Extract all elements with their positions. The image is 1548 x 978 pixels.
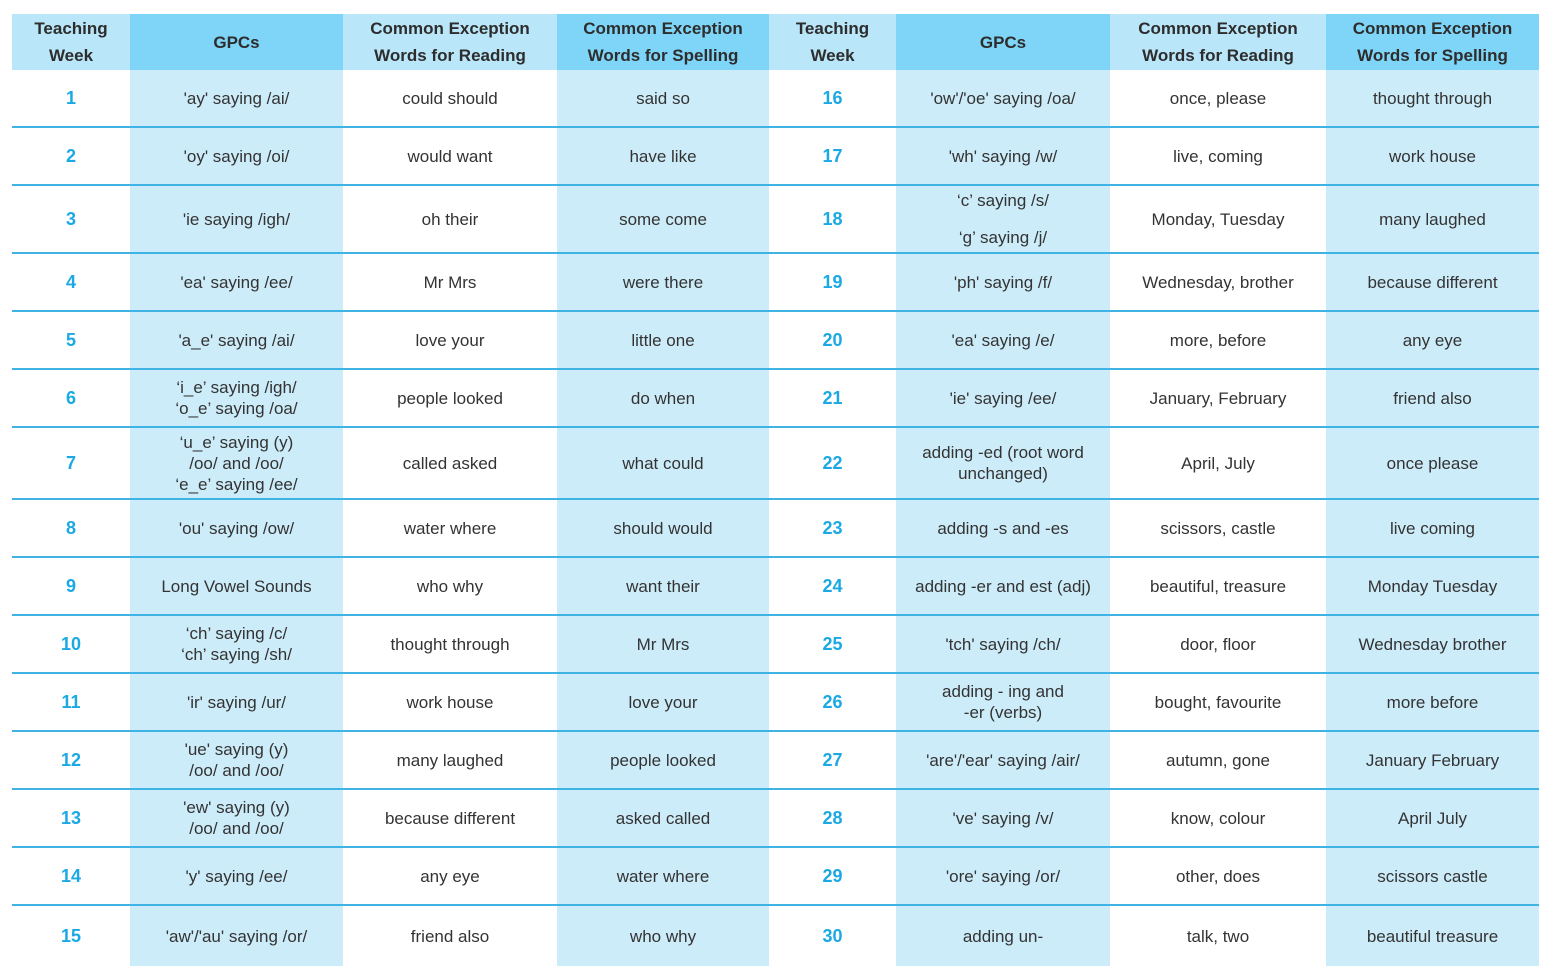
cell-line: Long Vowel Sounds <box>161 576 312 596</box>
gpcs-cell <box>896 370 1110 428</box>
cell-line: 'tch' saying /ch/ <box>945 634 1061 654</box>
gpcs-cell <box>896 312 1110 370</box>
week-number: 9 <box>12 558 130 616</box>
cell-line: more before <box>1386 692 1479 712</box>
cell-line: what could <box>622 453 704 473</box>
cell-line: ‘c’ saying /s/ <box>957 191 1049 210</box>
cell-line: 'aw'/'au' saying /or/ <box>165 926 308 946</box>
spelling-words-cell <box>1326 428 1539 500</box>
cell-line: 'oy' saying /oi/ <box>183 146 290 166</box>
cell-line: 'ea' saying /ee/ <box>180 272 293 292</box>
week-number: 7 <box>12 428 130 500</box>
reading-words-cell <box>1110 558 1326 616</box>
reading-words-cell <box>1110 848 1326 906</box>
header-line: Words for Spelling <box>1357 46 1508 65</box>
reading-words-cell <box>1110 128 1326 186</box>
gpcs-cell <box>130 186 343 254</box>
week-number: 13 <box>12 790 130 848</box>
cell-line: people looked <box>610 750 716 770</box>
week-number: 5 <box>12 312 130 370</box>
week-number: 2 <box>12 128 130 186</box>
gpcs-cell <box>896 558 1110 616</box>
spelling-words-cell <box>1326 312 1539 370</box>
cell-line: ‘e_e’ saying /ee/ <box>175 474 298 494</box>
spelling-words-cell <box>1326 790 1539 848</box>
cell-line: who why <box>629 926 697 946</box>
gpcs-cell <box>130 616 343 674</box>
header-line: Teaching <box>34 19 108 38</box>
reading-words-cell <box>343 186 557 254</box>
cell-line: water where <box>403 518 497 538</box>
week-number: 27 <box>769 732 896 790</box>
reading-words-cell <box>1110 906 1326 966</box>
header-spelling-left <box>557 14 769 70</box>
gpcs-cell <box>896 428 1110 500</box>
cell-line: thought through <box>390 634 510 654</box>
cell-line: April July <box>1398 808 1467 828</box>
spelling-words-cell <box>1326 70 1539 128</box>
cell-line: 'ore' saying /or/ <box>945 866 1061 886</box>
cell-line: /oo/ and /oo/ <box>189 453 284 473</box>
reading-words-cell <box>1110 674 1326 732</box>
reading-words-cell <box>343 674 557 732</box>
cell-line: ‘i_e’ saying /igh/ <box>176 378 297 397</box>
gpcs-cell <box>130 428 343 500</box>
reading-words-cell <box>343 70 557 128</box>
cell-line: water where <box>616 866 710 886</box>
header-reading-right <box>1110 14 1326 70</box>
week-number: 24 <box>769 558 896 616</box>
week-number: 20 <box>769 312 896 370</box>
reading-words-cell <box>1110 500 1326 558</box>
cell-line: know, colour <box>1170 808 1266 828</box>
cell-line: do when <box>630 388 696 408</box>
cell-line: January February <box>1365 750 1500 770</box>
gpcs-cell <box>130 312 343 370</box>
cell-line: 've' saying /v/ <box>952 808 1054 828</box>
week-number: 16 <box>769 70 896 128</box>
week-number: 23 <box>769 500 896 558</box>
cell-line: 'ie' saying /ee/ <box>949 388 1057 408</box>
cell-line: beautiful treasure <box>1366 926 1499 946</box>
reading-words-cell <box>343 128 557 186</box>
cell-line: /oo/ and /oo/ <box>189 761 284 780</box>
cell-line: because different <box>1367 272 1498 292</box>
reading-words-cell <box>343 254 557 312</box>
cell-line: scissors, castle <box>1160 518 1276 538</box>
cell-line: 'wh' saying /w/ <box>948 146 1058 166</box>
gpcs-cell <box>896 186 1110 254</box>
cell-line: ‘u_e’ saying (y) <box>179 432 294 452</box>
cell-line: once please <box>1386 453 1479 473</box>
reading-words-cell <box>1110 254 1326 312</box>
header-line: Words for Reading <box>1142 46 1294 65</box>
cell-line: many laughed <box>396 750 504 770</box>
week-number: 1 <box>12 70 130 128</box>
gpcs-cell <box>130 558 343 616</box>
week-number: 3 <box>12 186 130 254</box>
spelling-words-cell <box>557 186 769 254</box>
cell-line: adding -er and est (adj) <box>915 576 1091 596</box>
cell-line: could should <box>402 88 498 108</box>
week-number: 12 <box>12 732 130 790</box>
header-teaching-week-left <box>12 14 130 70</box>
cell-line: thought through <box>1372 88 1493 108</box>
cell-line: 'ew' saying (y) <box>183 798 290 817</box>
spelling-words-cell <box>557 428 769 500</box>
gpcs-cell <box>130 848 343 906</box>
week-number: 6 <box>12 370 130 428</box>
gpcs-cell <box>130 70 343 128</box>
cell-line: bought, favourite <box>1154 692 1282 712</box>
gpcs-cell <box>130 128 343 186</box>
cell-line: want their <box>626 576 700 596</box>
cell-line: January, February <box>1149 388 1287 408</box>
spelling-words-cell <box>557 312 769 370</box>
cell-line: 'ph' saying /f/ <box>953 272 1053 292</box>
spelling-words-cell <box>557 616 769 674</box>
week-number: 15 <box>12 906 130 966</box>
cell-line: friend also <box>1393 388 1472 408</box>
cell-line: Mr Mrs <box>423 272 477 292</box>
week-number: 11 <box>12 674 130 732</box>
header-line: Words for Reading <box>374 46 526 65</box>
gpcs-cell <box>130 674 343 732</box>
reading-words-cell <box>1110 428 1326 500</box>
cell-line: scissors castle <box>1377 866 1488 886</box>
week-number: 26 <box>769 674 896 732</box>
cell-line: autumn, gone <box>1166 750 1270 770</box>
reading-words-cell <box>343 558 557 616</box>
spelling-words-cell <box>557 70 769 128</box>
spelling-words-cell <box>1326 558 1539 616</box>
spelling-words-cell <box>557 558 769 616</box>
gpcs-cell <box>130 906 343 966</box>
gpcs-cell <box>130 254 343 312</box>
cell-line: any eye <box>420 866 480 886</box>
cell-line: 'ou' saying /ow/ <box>178 518 295 538</box>
gpcs-cell <box>130 732 343 790</box>
spelling-words-cell <box>557 500 769 558</box>
spelling-words-cell <box>557 674 769 732</box>
gpcs-cell <box>896 128 1110 186</box>
spelling-words-cell <box>557 370 769 428</box>
reading-words-cell <box>343 312 557 370</box>
reading-words-cell <box>1110 186 1326 254</box>
cell-line: ‘ch’ saying /c/ <box>185 624 288 643</box>
cell-line: Monday, Tuesday <box>1151 209 1285 229</box>
cell-line: love your <box>415 330 485 350</box>
gpcs-cell <box>896 790 1110 848</box>
spelling-words-cell <box>1326 128 1539 186</box>
week-number: 10 <box>12 616 130 674</box>
cell-line: once, please <box>1169 88 1267 108</box>
header-line: Teaching <box>795 19 870 38</box>
cell-line: Mr Mrs <box>636 634 690 654</box>
cell-line: any eye <box>1402 330 1463 350</box>
spelling-words-cell <box>557 848 769 906</box>
cell-line: said so <box>636 88 690 108</box>
week-number: 8 <box>12 500 130 558</box>
cell-line: adding un- <box>962 926 1044 946</box>
cell-line: people looked <box>397 388 503 408</box>
cell-line: oh their <box>421 209 479 229</box>
spelling-words-cell <box>557 254 769 312</box>
header-line: Words for Spelling <box>587 46 739 65</box>
reading-words-cell <box>343 906 557 966</box>
cell-line: 'ay' saying /ai/ <box>183 88 290 108</box>
spelling-words-cell <box>557 732 769 790</box>
week-number: 29 <box>769 848 896 906</box>
spelling-words-cell <box>1326 906 1539 966</box>
cell-line: other, does <box>1175 866 1261 886</box>
cell-line: called asked <box>402 453 498 473</box>
header-reading-left <box>343 14 557 70</box>
spelling-words-cell <box>1326 500 1539 558</box>
spelling-words-cell <box>1326 370 1539 428</box>
cell-line: adding -s and -es <box>937 518 1069 538</box>
cell-line: Wednesday, brother <box>1142 272 1294 292</box>
cell-line: should would <box>613 518 713 538</box>
header-gpcs-right: GPCs <box>896 14 1110 70</box>
spelling-words-cell <box>1326 848 1539 906</box>
reading-words-cell <box>1110 370 1326 428</box>
week-number: 18 <box>769 186 896 254</box>
gpcs-cell <box>896 500 1110 558</box>
header-line: Common Exception <box>370 19 530 38</box>
header-gpcs-left: GPCs <box>130 14 343 70</box>
cell-line: were there <box>622 272 704 292</box>
cell-line: 'y' saying /ee/ <box>185 866 288 886</box>
gpcs-cell <box>896 674 1110 732</box>
gpcs-cell <box>896 616 1110 674</box>
cell-line: ‘g’ saying /j/ <box>958 228 1048 247</box>
cell-line: love your <box>628 692 698 712</box>
cell-line: adding -ed (root word <box>922 443 1084 462</box>
spelling-words-cell <box>1326 186 1539 254</box>
spelling-words-cell <box>557 790 769 848</box>
gpcs-cell <box>896 906 1110 966</box>
cell-line: 'a_e' saying /ai/ <box>178 330 295 350</box>
cell-line: 'ue' saying (y) <box>184 740 289 759</box>
week-number: 4 <box>12 254 130 312</box>
cell-line: work house <box>406 692 494 712</box>
header-line: Week <box>48 46 94 65</box>
header-line: Common Exception <box>1138 19 1298 38</box>
reading-words-cell <box>343 500 557 558</box>
reading-words-cell <box>1110 312 1326 370</box>
week-number: 25 <box>769 616 896 674</box>
cell-line: 'ea' saying /e/ <box>951 330 1055 350</box>
cell-line: little one <box>631 330 695 350</box>
cell-line: more, before <box>1169 330 1267 350</box>
cell-line: 'are'/'ear' saying /air/ <box>926 750 1080 770</box>
week-number: 28 <box>769 790 896 848</box>
week-number: 19 <box>769 254 896 312</box>
gpcs-cell <box>130 370 343 428</box>
week-number: 21 <box>769 370 896 428</box>
cell-line: some come <box>619 209 707 229</box>
reading-words-cell <box>343 370 557 428</box>
cell-line: 'ow'/'oe' saying /oa/ <box>930 88 1076 108</box>
reading-words-cell <box>1110 732 1326 790</box>
cell-line: -er (verbs) <box>963 703 1043 722</box>
cell-line: /oo/ and /oo/ <box>189 819 284 838</box>
reading-words-cell <box>1110 70 1326 128</box>
spelling-words-cell <box>1326 616 1539 674</box>
gpcs-cell <box>130 500 343 558</box>
cell-line: 'ie saying /igh/ <box>182 209 291 229</box>
cell-line: friend also <box>410 926 490 946</box>
reading-words-cell <box>343 732 557 790</box>
week-number: 14 <box>12 848 130 906</box>
gpcs-cell <box>896 732 1110 790</box>
spelling-words-cell <box>557 906 769 966</box>
cell-line: unchanged) <box>958 464 1048 483</box>
cell-line: work house <box>1389 146 1476 166</box>
week-number: 30 <box>769 906 896 966</box>
cell-line: door, floor <box>1180 634 1256 654</box>
cell-line: live coming <box>1389 518 1476 538</box>
header-spelling-right <box>1326 14 1539 70</box>
cell-line: live, coming <box>1173 146 1263 166</box>
reading-words-cell <box>343 428 557 500</box>
cell-line: 'ir' saying /ur/ <box>186 692 287 712</box>
header-line: Week <box>810 46 855 65</box>
reading-words-cell <box>343 790 557 848</box>
cell-line: ‘ch’ saying /sh/ <box>181 645 292 664</box>
reading-words-cell <box>343 848 557 906</box>
week-number: 22 <box>769 428 896 500</box>
reading-words-cell <box>343 616 557 674</box>
spelling-words-cell <box>1326 674 1539 732</box>
spelling-words-cell <box>557 128 769 186</box>
cell-line: many laughed <box>1379 209 1486 229</box>
spelling-words-cell <box>1326 732 1539 790</box>
cell-line: asked called <box>615 808 711 828</box>
spelling-words-cell <box>1326 254 1539 312</box>
cell-line: Wednesday brother <box>1358 634 1507 654</box>
cell-line: adding - ing and <box>942 682 1064 701</box>
phonics-table <box>12 14 1539 966</box>
cell-line: ‘o_e’ saying /oa/ <box>175 399 298 418</box>
cell-line: who why <box>416 576 484 596</box>
cell-line: April, July <box>1181 453 1255 473</box>
header-teaching-week-right <box>769 14 896 70</box>
gpcs-cell <box>896 848 1110 906</box>
reading-words-cell <box>1110 616 1326 674</box>
week-number: 17 <box>769 128 896 186</box>
cell-line: because different <box>384 808 516 828</box>
header-line: Common Exception <box>583 19 743 38</box>
reading-words-cell <box>1110 790 1326 848</box>
cell-line: would want <box>407 146 493 166</box>
gpcs-cell <box>130 790 343 848</box>
cell-line: Monday Tuesday <box>1367 576 1498 596</box>
gpcs-cell <box>896 254 1110 312</box>
cell-line: have like <box>629 146 697 166</box>
cell-line: talk, two <box>1186 926 1250 946</box>
header-line: Common Exception <box>1352 19 1513 38</box>
gpcs-cell <box>896 70 1110 128</box>
cell-line: beautiful, treasure <box>1149 576 1287 596</box>
